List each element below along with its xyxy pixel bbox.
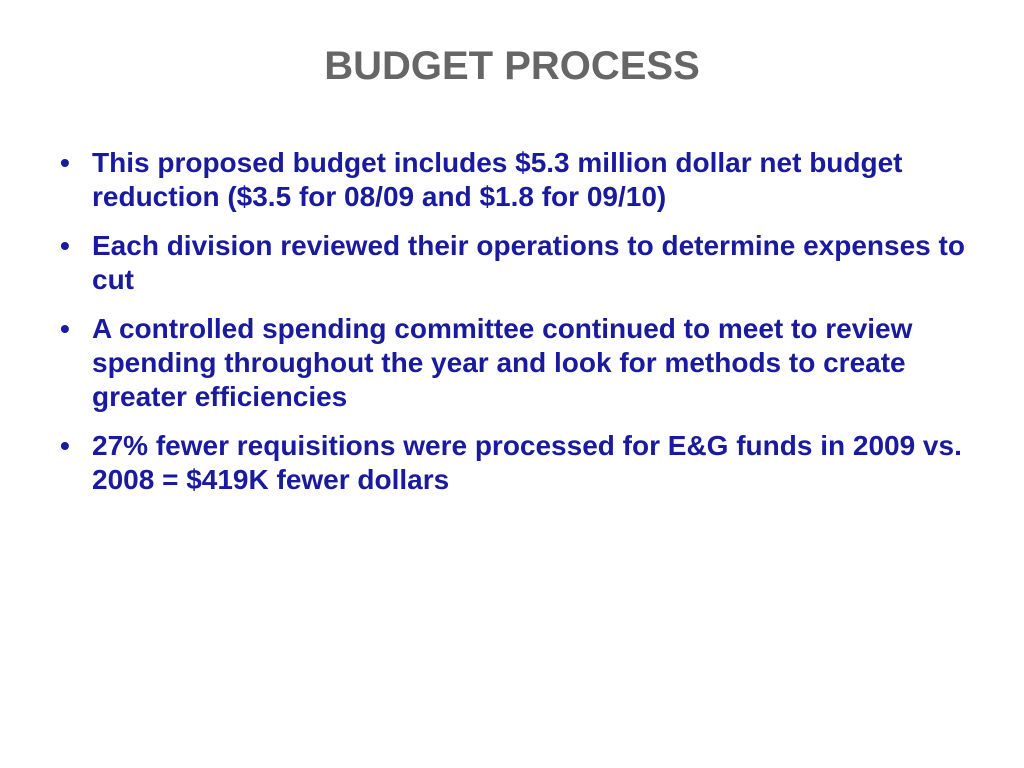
bullet-dot-icon: • [60, 230, 70, 261]
bullet-item [60, 429, 980, 497]
bullet-item [60, 146, 980, 214]
bullet-dot-icon: • [60, 430, 70, 461]
bullet-text: A controlled spending committee continued to meet to review spending throughout the year and look for methods to create greater efficiencies [92, 313, 913, 412]
bullet-dot-icon: • [60, 313, 70, 344]
bullet-text: Each division reviewed their operations to determine expenses to cut [92, 230, 965, 295]
bullet-item [60, 312, 980, 414]
slide-title: BUDGET PROCESS [324, 44, 700, 88]
bullet-text: This proposed budget includes $5.3 million dollar net budget reduction ($3.5 for 08/09 and $1.8 for 09/10) [92, 147, 903, 212]
bullet-list [60, 146, 980, 512]
bullet-dot-icon: • [60, 147, 70, 178]
bullet-text: 27% fewer requisitions were processed for E&G funds in 2009 vs. 2008 = $419K fewer dollars [92, 430, 962, 495]
bullet-item [60, 229, 980, 297]
